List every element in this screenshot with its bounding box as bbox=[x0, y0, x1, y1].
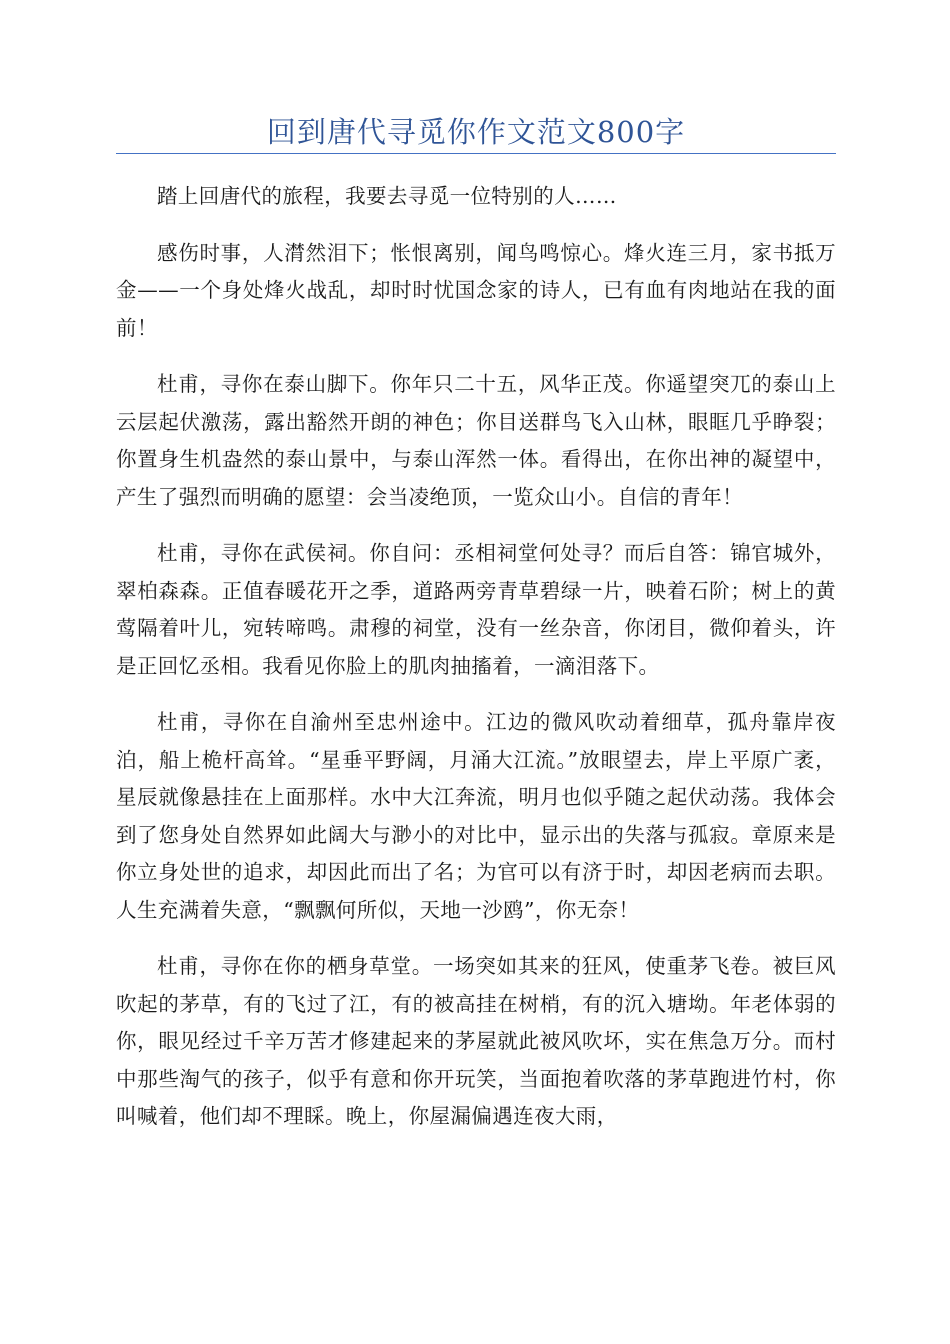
paragraph: 杜甫，寻你在泰山脚下。你年只二十五，风华正茂。你遥望突兀的泰山上云层起伏激荡，露出豁然开朗的神色；你目送群鸟飞入山林，眼眶几乎睁裂；你置身生机盎然的泰山景中，与泰山浑然一体。看得出，在你出神的凝望中，产生了强烈而明确的愿望：会当凌绝顶，一览众山小。自信的青年！ bbox=[116, 372, 836, 509]
paragraph: 踏上回唐代的旅程，我要去寻觅一位特别的人…… bbox=[157, 184, 617, 208]
paragraph: 感伤时事，人潸然泪下；怅恨离别，闻鸟鸣惊心。烽火连三月，家书抵万金——一个身处烽火战乱，却时时忧国念家的诗人，已有血有肉地站在我的面前！ bbox=[116, 240, 836, 340]
document-title: 回到唐代寻觅你作文范文800字 bbox=[266, 115, 686, 149]
document-body bbox=[116, 178, 836, 1136]
title-underline bbox=[116, 153, 836, 154]
document-page bbox=[116, 0, 836, 1155]
paragraph: 杜甫，寻你在自渝州至忠州途中。江边的微风吹动着细草，孤舟靠岸夜泊，船上桅杆高耸。“星垂平野阔，月涌大江流。”放眼望去，岸上平原广袤，星辰就像悬挂在上面那样。水中大江奔流，明月也似乎随之起伏动荡。我体会到了您身处自然界如此阔大与渺小的对比中，显示出的失落与孤寂。章原来是你立身处世的追求，却因此而出了名；为官可以有济于时，却因老病而去职。人生充满着失意，“飘飘何所似，天地一沙鸥”，你无奈！ bbox=[116, 710, 836, 922]
paragraph: 杜甫，寻你在武侯祠。你自问：丞相祠堂何处寻？而后自答：锦官城外，翠柏森森。正值春暖花开之季，道路两旁青草碧绿一片，映着石阶；树上的黄莺隔着叶儿，宛转啼鸣。肃穆的祠堂，没有一丝杂音，你闭目，微仰着头，许是正回忆丞相。我看见你脸上的肌肉抽搐着，一滴泪落下。 bbox=[116, 541, 836, 678]
paragraph: 杜甫，寻你在你的栖身草堂。一场突如其来的狂风，使重茅飞卷。被巨风吹起的茅草，有的飞过了江，有的被高挂在树梢，有的沉入塘坳。年老体弱的你，眼见经过千辛万苦才修建起来的茅屋就此被风吹坏，实在焦急万分。而村中那些淘气的孩子，似乎有意和你开玩笑，当面抱着吹落的茅草跑进竹村，你叫喊着，他们却不理睬。晚上，你屋漏偏遇连夜大雨， bbox=[116, 954, 836, 1128]
